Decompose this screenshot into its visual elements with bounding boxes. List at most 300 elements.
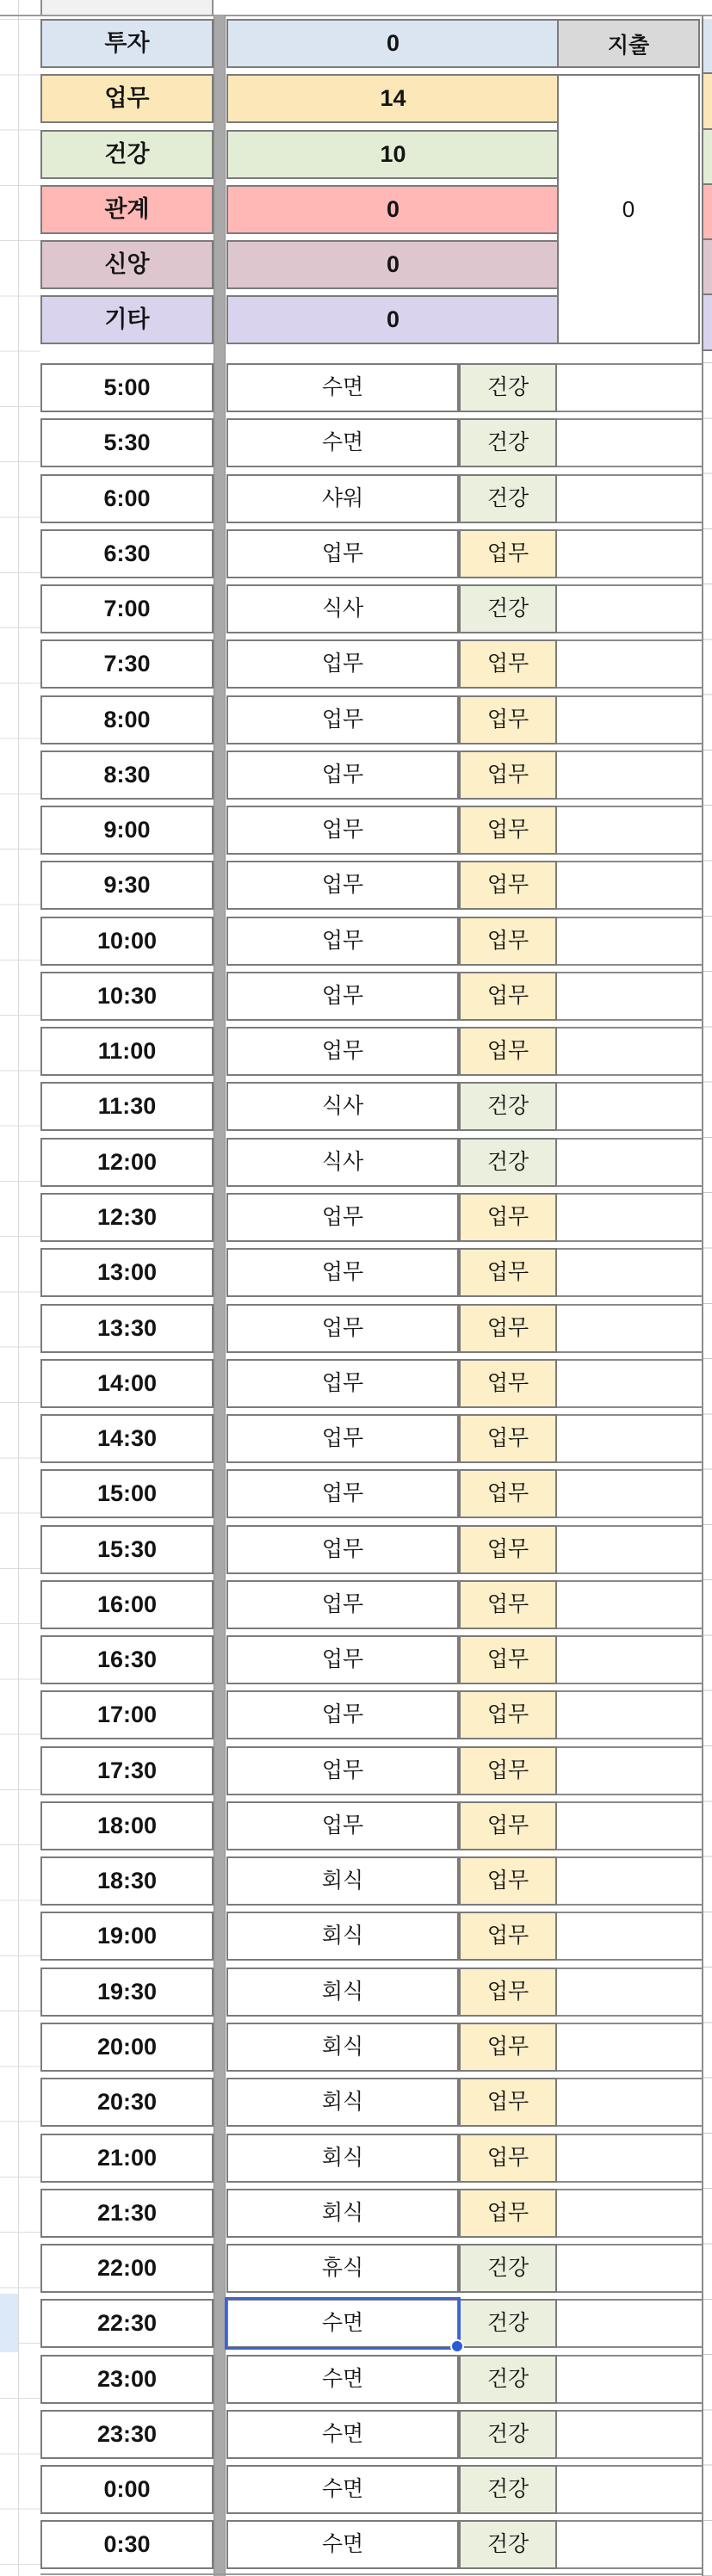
schedule-row: [0, 1968, 712, 2023]
schedule-row: [0, 1248, 712, 1303]
expense-total-cell[interactable]: 0: [557, 74, 700, 344]
activity-label: 업무: [321, 1702, 364, 1727]
activity-label: 수면: [321, 2421, 364, 2446]
row-gutter-highlight: [0, 800, 18, 859]
category-cell[interactable]: 건강: [459, 1138, 557, 1187]
activity-label: 회식: [321, 2034, 364, 2059]
category-cell[interactable]: 업무: [459, 2023, 557, 2072]
expense-cell[interactable]: [557, 1580, 702, 1629]
schedule-row: [0, 695, 712, 751]
time-cell[interactable]: 21:00: [40, 2134, 214, 2183]
activity-cell[interactable]: [226, 1414, 459, 1463]
row-gutter-highlight: [0, 358, 18, 417]
time-cell[interactable]: 6:00: [40, 474, 214, 523]
activity-cell[interactable]: [226, 1968, 459, 2017]
expense-cell[interactable]: [557, 1912, 702, 1961]
schedule-row: [0, 806, 712, 861]
activity-cell[interactable]: [226, 2355, 459, 2404]
schedule-row: [0, 1856, 712, 1912]
schedule-row: [0, 2134, 712, 2189]
time-cell[interactable]: 23:00: [40, 2355, 214, 2404]
activity-cell[interactable]: [226, 1525, 459, 1574]
expense-cell[interactable]: [557, 2355, 702, 2404]
category-cell[interactable]: 업무: [459, 639, 557, 689]
category-cell[interactable]: 업무: [459, 1469, 557, 1518]
expense-cell[interactable]: [557, 751, 702, 800]
activity-label: 업무: [321, 1370, 364, 1395]
time-cell[interactable]: 8:00: [40, 695, 214, 744]
expense-cell[interactable]: [557, 1469, 702, 1518]
activity-label: 식사: [321, 1149, 364, 1174]
category-cell[interactable]: 업무: [459, 529, 557, 578]
activity-cell[interactable]: [226, 363, 459, 412]
schedule-row: [0, 2520, 712, 2575]
row-gutter-highlight: [0, 2128, 18, 2187]
activity-label: 업무: [321, 652, 364, 676]
expense-cell[interactable]: [557, 2189, 702, 2238]
expense-cell[interactable]: [557, 917, 702, 966]
category-cell[interactable]: 건강: [459, 363, 557, 412]
schedule-row: [0, 1193, 712, 1248]
activity-label: 수면: [321, 2366, 364, 2391]
category-cell[interactable]: 업무: [459, 1968, 557, 2017]
time-cell[interactable]: 22:00: [40, 2244, 214, 2293]
category-cell[interactable]: 건강: [459, 2244, 557, 2293]
row-gutter-highlight: [0, 1409, 18, 1467]
expense-cell[interactable]: [557, 1193, 702, 1242]
expense-header-cell[interactable]: 지출: [557, 19, 700, 68]
activity-label: 수면: [321, 2532, 364, 2557]
time-cell[interactable]: 21:30: [40, 2189, 214, 2238]
summary-category-value-cell[interactable]: 0: [226, 240, 560, 289]
row-gutter-highlight: [0, 2515, 18, 2573]
row-gutter-highlight: [0, 2294, 18, 2352]
row-gutter-highlight: [0, 1133, 18, 1191]
time-cell[interactable]: 17:00: [40, 1690, 214, 1739]
summary-category-label-cell[interactable]: 건강: [40, 130, 214, 179]
expense-cell[interactable]: [557, 2023, 702, 2072]
activity-label: 업무: [321, 983, 364, 1008]
expense-cell[interactable]: [557, 474, 702, 523]
row-gutter-highlight: [0, 745, 18, 804]
activity-cell[interactable]: [226, 861, 459, 910]
schedule-row: [0, 1359, 712, 1414]
activity-label: 수면: [321, 375, 364, 399]
time-cell[interactable]: 9:30: [40, 861, 214, 910]
category-cell[interactable]: 업무: [459, 2078, 557, 2127]
category-cell[interactable]: 건강: [459, 2299, 557, 2348]
time-cell[interactable]: 22:30: [40, 2299, 214, 2348]
expense-cell[interactable]: [557, 2520, 702, 2569]
activity-label: 회식: [321, 2200, 364, 2225]
activity-label: 수면: [321, 2477, 364, 2502]
activity-label: 식사: [321, 1094, 364, 1119]
activity-cell[interactable]: [226, 1248, 459, 1297]
category-cell[interactable]: 업무: [459, 1856, 557, 1906]
time-cell[interactable]: 10:30: [40, 972, 214, 1021]
category-cell[interactable]: 업무: [459, 861, 557, 910]
activity-label: 수면: [321, 2311, 364, 2336]
time-cell[interactable]: 11:30: [40, 1082, 214, 1131]
category-cell[interactable]: 건강: [459, 2465, 557, 2514]
activity-label: 수면: [321, 430, 364, 455]
activity-label: 업무: [321, 707, 364, 732]
expense-cell[interactable]: [557, 529, 702, 578]
row-gutter-highlight: [0, 2017, 18, 2076]
summary-category-value-cell[interactable]: 0: [226, 19, 560, 68]
category-cell[interactable]: 업무: [459, 1912, 557, 1961]
expense-cell[interactable]: [557, 1746, 702, 1795]
time-cell[interactable]: 20:00: [40, 2023, 214, 2072]
activity-cell[interactable]: [226, 1138, 459, 1187]
schedule-row: [0, 2189, 712, 2244]
activity-cell[interactable]: [226, 2244, 459, 2293]
summary-category-value-cell[interactable]: 14: [226, 74, 560, 123]
category-cell[interactable]: 업무: [459, 1193, 557, 1242]
activity-label: 샤워: [321, 485, 364, 510]
activity-cell[interactable]: [226, 1635, 459, 1684]
row-gutter-highlight: [0, 413, 18, 472]
schedule-row: [0, 2355, 712, 2410]
top-partial-header-cell: [40, 0, 214, 15]
category-cell[interactable]: 건강: [459, 1082, 557, 1131]
activity-cell[interactable]: [226, 2465, 459, 2514]
expense-cell[interactable]: [557, 972, 702, 1021]
activity-cell[interactable]: [226, 917, 459, 966]
expense-cell[interactable]: [557, 861, 702, 910]
schedule-row: [0, 1082, 712, 1137]
time-cell[interactable]: 0:00: [40, 2465, 214, 2514]
expense-cell[interactable]: [557, 1027, 702, 1076]
activity-label: 업무: [321, 762, 364, 787]
schedule-row: [0, 1912, 712, 1967]
expense-cell[interactable]: [557, 1635, 702, 1684]
activity-cell[interactable]: [226, 1027, 459, 1076]
summary-category-label-cell[interactable]: 업무: [40, 74, 214, 123]
time-cell[interactable]: 5:30: [40, 418, 214, 467]
category-cell[interactable]: 업무: [459, 2134, 557, 2183]
category-cell[interactable]: 건강: [459, 418, 557, 467]
activity-cell[interactable]: [226, 1193, 459, 1242]
row-gutter-highlight: [0, 1741, 18, 1800]
row-gutter-highlight: [0, 1630, 18, 1689]
schedule-row: [0, 1304, 712, 1359]
row-gutter-highlight: [0, 1520, 18, 1578]
activity-label: 업무: [321, 1591, 364, 1616]
schedule-row: [0, 2078, 712, 2133]
category-cell[interactable]: 업무: [459, 2189, 557, 2238]
expense-cell[interactable]: [557, 363, 702, 412]
expense-cell[interactable]: [557, 1248, 702, 1297]
category-cell[interactable]: 업무: [459, 1248, 557, 1297]
adjacent-table-cell-sliver: [702, 240, 712, 295]
adjacent-table-cell-sliver: [702, 74, 712, 129]
time-cell[interactable]: 6:30: [40, 529, 214, 578]
row-gutter-highlight: [0, 1906, 18, 1965]
fill-handle[interactable]: [450, 2339, 464, 2353]
category-cell[interactable]: 업무: [459, 1414, 557, 1463]
row-gutter-highlight: [0, 1243, 18, 1301]
time-cell[interactable]: 20:30: [40, 2078, 214, 2127]
category-cell[interactable]: 업무: [459, 751, 557, 800]
category-cell[interactable]: 업무: [459, 972, 557, 1021]
row-gutter-highlight: [0, 1796, 18, 1855]
category-cell[interactable]: 업무: [459, 1304, 557, 1353]
time-cell[interactable]: 14:30: [40, 1414, 214, 1463]
expense-cell[interactable]: [557, 2244, 702, 2293]
activity-cell[interactable]: [226, 1746, 459, 1795]
row-gutter-highlight: [0, 911, 18, 970]
summary-category-value-cell[interactable]: 0: [226, 295, 560, 344]
activity-cell[interactable]: [226, 972, 459, 1021]
expense-cell[interactable]: [557, 2134, 702, 2183]
activity-cell[interactable]: [226, 2134, 459, 2183]
expense-cell[interactable]: [557, 1082, 702, 1131]
row-gutter-highlight: [0, 524, 18, 583]
activity-label: 업무: [321, 1647, 364, 1672]
schedule-row: [0, 972, 712, 1027]
activity-cell[interactable]: [226, 2023, 459, 2072]
expense-cell[interactable]: [557, 695, 702, 744]
time-cell[interactable]: 15:00: [40, 1469, 214, 1518]
time-cell[interactable]: 16:30: [40, 1635, 214, 1684]
activity-cell[interactable]: [226, 1912, 459, 1961]
schedule-row: [0, 1580, 712, 1635]
schedule-row: [0, 917, 712, 972]
activity-label: 회식: [321, 1924, 364, 1949]
schedule-row: [0, 363, 712, 418]
expense-cell[interactable]: [557, 2410, 702, 2459]
time-cell[interactable]: 12:30: [40, 1193, 214, 1242]
row-gutter-highlight: [0, 1299, 18, 1357]
activity-cell[interactable]: [226, 751, 459, 800]
category-cell[interactable]: 업무: [459, 917, 557, 966]
activity-cell[interactable]: [226, 639, 459, 689]
row-gutter-highlight: [0, 1188, 18, 1246]
activity-cell[interactable]: [226, 2299, 459, 2348]
activity-label: 회식: [321, 2145, 364, 2170]
category-cell[interactable]: 업무: [459, 1525, 557, 1574]
activity-label: 업무: [321, 1536, 364, 1561]
adjacent-table-cell-sliver: [702, 19, 712, 74]
summary-category-label-cell[interactable]: 신앙: [40, 240, 214, 289]
expense-cell[interactable]: [557, 418, 702, 467]
expense-cell[interactable]: [557, 2078, 702, 2127]
schedule-row: [0, 1801, 712, 1856]
category-cell[interactable]: 업무: [459, 1635, 557, 1684]
schedule-row: [0, 2410, 712, 2465]
activity-cell[interactable]: [226, 1304, 459, 1353]
time-cell[interactable]: 10:00: [40, 917, 214, 966]
row-gutter-highlight: [0, 856, 18, 914]
row-gutter-highlight: [0, 2239, 18, 2297]
category-cell[interactable]: 업무: [459, 1746, 557, 1795]
schedule-row: [0, 2299, 712, 2354]
schedule-row: [0, 529, 712, 584]
summary-category-label-cell[interactable]: 관계: [40, 185, 214, 234]
activity-label: 업무: [321, 818, 364, 843]
activity-cell[interactable]: [226, 1856, 459, 1906]
activity-label: 업무: [321, 541, 364, 565]
schedule-row: [0, 1469, 712, 1524]
time-cell[interactable]: 0:30: [40, 2520, 214, 2569]
schedule-row: [0, 1414, 712, 1469]
expense-cell[interactable]: [557, 584, 702, 633]
activity-label: 휴식: [321, 2256, 364, 2281]
activity-cell[interactable]: [226, 418, 459, 467]
category-cell[interactable]: 건강: [459, 2520, 557, 2569]
activity-label: 업무: [321, 1813, 364, 1838]
expense-cell[interactable]: [557, 1359, 702, 1408]
schedule-section: [0, 363, 712, 2576]
expense-cell[interactable]: [557, 1138, 702, 1187]
activity-cell[interactable]: [226, 1359, 459, 1408]
time-cell[interactable]: 14:00: [40, 1359, 214, 1408]
time-cell[interactable]: 11:00: [40, 1027, 214, 1076]
summary-category-value-cell[interactable]: 10: [226, 130, 560, 179]
category-cell[interactable]: 건강: [459, 474, 557, 523]
time-cell[interactable]: 19:00: [40, 1912, 214, 1961]
activity-cell[interactable]: [226, 1690, 459, 1739]
activity-label: 업무: [321, 1039, 364, 1064]
row-gutter-highlight: [0, 634, 18, 693]
time-cell[interactable]: 5:00: [40, 363, 214, 412]
expense-cell[interactable]: [557, 1304, 702, 1353]
row-gutter-highlight: [0, 2184, 18, 2242]
schedule-row: [0, 1027, 712, 1082]
activity-cell[interactable]: [226, 1580, 459, 1629]
expense-cell[interactable]: [557, 1801, 702, 1850]
activity-label: 회식: [321, 1979, 364, 2004]
time-cell[interactable]: 23:30: [40, 2410, 214, 2459]
activity-cell[interactable]: [226, 695, 459, 744]
row-gutter-highlight: [0, 469, 18, 528]
activity-cell[interactable]: [226, 1082, 459, 1131]
activity-label: 업무: [321, 1260, 364, 1285]
row-gutter-highlight: [0, 1354, 18, 1412]
activity-cell[interactable]: [226, 1469, 459, 1518]
time-cell[interactable]: 15:30: [40, 1525, 214, 1574]
activity-label: 업무: [321, 928, 364, 953]
adjacent-table-cell-sliver: [702, 295, 712, 350]
activity-label: 업무: [321, 873, 364, 898]
category-cell[interactable]: 업무: [459, 1027, 557, 1076]
row-gutter-highlight: [0, 1022, 18, 1080]
activity-cell[interactable]: [226, 2189, 459, 2238]
activity-cell[interactable]: [226, 2410, 459, 2459]
category-cell[interactable]: 건강: [459, 2410, 557, 2459]
row-gutter-highlight: [0, 1575, 18, 1634]
expense-cell[interactable]: [557, 1525, 702, 1574]
activity-label: 식사: [321, 596, 364, 621]
expense-cell[interactable]: [557, 1414, 702, 1463]
row-gutter-highlight: [0, 2405, 18, 2463]
activity-label: 업무: [321, 1757, 364, 1782]
time-cell[interactable]: 12:00: [40, 1138, 214, 1187]
expense-cell[interactable]: [557, 806, 702, 855]
top-border-line: [0, 15, 712, 16]
activity-label: 회식: [321, 2090, 364, 2115]
adjacent-table-cell-sliver: [702, 130, 712, 185]
category-cell[interactable]: 업무: [459, 1801, 557, 1850]
schedule-row: [0, 584, 712, 639]
adjacent-table-cell-sliver: [702, 185, 712, 240]
time-cell[interactable]: 13:30: [40, 1304, 214, 1353]
activity-label: 업무: [321, 1315, 364, 1340]
category-cell[interactable]: 건강: [459, 2355, 557, 2404]
time-cell[interactable]: 17:30: [40, 1746, 214, 1795]
category-cell[interactable]: 업무: [459, 1690, 557, 1739]
expense-cell[interactable]: [557, 2465, 702, 2514]
schedule-row: [0, 2465, 712, 2520]
row-gutter-highlight: [0, 1962, 18, 2021]
time-cell[interactable]: 13:00: [40, 1248, 214, 1297]
row-gutter-highlight: [0, 1077, 18, 1135]
category-cell[interactable]: 건강: [459, 584, 557, 633]
schedule-row: [0, 861, 712, 916]
row-gutter-highlight: [0, 1685, 18, 1744]
row-gutter-highlight: [0, 579, 18, 638]
activity-label: 회식: [321, 1869, 364, 1893]
time-cell[interactable]: 7:00: [40, 584, 214, 633]
schedule-row: [0, 751, 712, 806]
time-cell[interactable]: 9:00: [40, 806, 214, 855]
activity-cell[interactable]: [226, 2520, 459, 2569]
schedule-row: [0, 474, 712, 529]
category-cell[interactable]: 업무: [459, 695, 557, 744]
expense-cell[interactable]: [557, 1690, 702, 1739]
activity-cell[interactable]: [226, 806, 459, 855]
time-cell[interactable]: 8:30: [40, 751, 214, 800]
expense-cell[interactable]: [557, 639, 702, 689]
row-gutter-highlight: [0, 967, 18, 1025]
summary-category-label-cell[interactable]: 기타: [40, 295, 214, 344]
time-cell[interactable]: 18:30: [40, 1856, 214, 1906]
adjacent-table-edge: [702, 19, 712, 351]
time-cell[interactable]: 18:00: [40, 1801, 214, 1850]
schedule-row: [0, 1635, 712, 1690]
expense-cell[interactable]: [557, 1968, 702, 2017]
category-cell[interactable]: 업무: [459, 1359, 557, 1408]
schedule-row: [0, 639, 712, 695]
row-gutter-highlight: [0, 2460, 18, 2518]
time-cell[interactable]: 7:30: [40, 639, 214, 689]
activity-cell[interactable]: [226, 529, 459, 578]
row-gutter-highlight: [0, 2073, 18, 2131]
schedule-row: [0, 2244, 712, 2299]
activity-cell[interactable]: [226, 1801, 459, 1850]
row-gutter-highlight: [0, 1851, 18, 1910]
expense-cell[interactable]: [557, 1856, 702, 1906]
activity-cell[interactable]: [226, 2078, 459, 2127]
schedule-row: [0, 1525, 712, 1580]
category-cell[interactable]: 업무: [459, 1580, 557, 1629]
time-cell[interactable]: 16:00: [40, 1580, 214, 1629]
time-cell[interactable]: 19:30: [40, 1968, 214, 2017]
activity-cell[interactable]: [226, 584, 459, 633]
activity-label: 업무: [321, 1426, 364, 1451]
activity-cell[interactable]: [226, 474, 459, 523]
row-gutter-highlight: [0, 690, 18, 749]
expense-cell[interactable]: [557, 2299, 702, 2348]
category-cell[interactable]: 업무: [459, 806, 557, 855]
activity-label: 업무: [321, 1204, 364, 1229]
schedule-row: [0, 418, 712, 473]
activity-label: 업무: [321, 1481, 364, 1506]
row-gutter-highlight: [0, 1464, 18, 1523]
summary-category-label-cell[interactable]: 투자: [40, 19, 214, 68]
summary-category-value-cell[interactable]: 0: [226, 185, 560, 234]
